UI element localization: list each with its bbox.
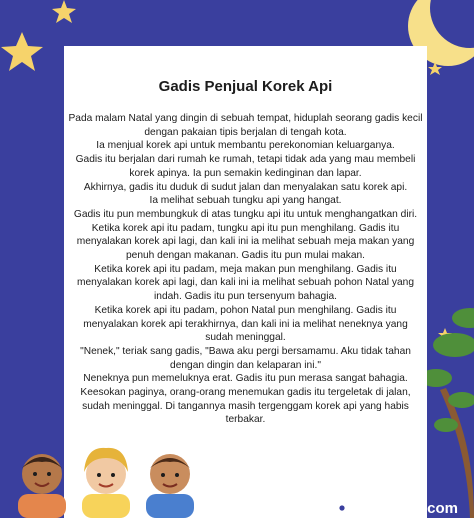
story-paragraph: "Nenek," teriak sang gadis, "Bawa aku pergi bersamamu. Aku tidak tahan dengan dingin dan kelaparan ini." — [80, 345, 411, 371]
watermark-text: rumah123.com — [352, 500, 458, 517]
story-title: Gadis Penjual Korek Api — [158, 78, 333, 95]
story-paragraph: Pada malam Natal yang dingin di sebuah tempat, hiduplah seorang gadis kecil dengan pakaian tipis berjalan di tengah kota. — [68, 113, 423, 138]
story-paragraph: Akhirnya, gadis itu duduk di sudut jalan dan menyalakan satu korek api. — [83, 181, 408, 193]
story-paragraph: Ia melihat sebuah tungku api yang hangat. — [149, 195, 342, 207]
story-paragraph: Gadis itu pun membungkuk di atas tungku api itu untuk menghangatkan diri. — [73, 208, 418, 220]
story-paragraph: Neneknya pun memeluknya erat. Gadis itu pun merasa sangat bahagia. — [83, 373, 408, 385]
story-paragraph: Gadis itu berjalan dari rumah ke rumah, tetapi tidak ada yang mau membeli korek apinya. Ia pun semakin kedinginan dan lapar. — [75, 154, 416, 179]
story-paragraph: Ketika korek api itu padam, pohon Natal pun menghilang. Gadis itu menyalakan korek api terakhirnya, dan kali ini ia melihat neneknya yang sudah meninggal. — [83, 304, 408, 344]
story-paragraph: Ia menjual korek api untuk membantu perekonomian keluarganya. — [96, 140, 395, 152]
children-illustration — [0, 438, 200, 518]
story-paragraph: Ketika korek api itu padam, tungku api itu pun menghilang. Gadis itu menyalakan korek api lagi, dan kali ini ia melihat sebuah meja makan yang penuh dengan makanan. Gadis itu pun mulai makan. — [76, 222, 415, 262]
story-body — [64, 112, 427, 427]
location-pin-icon — [335, 501, 349, 517]
watermark — [335, 500, 458, 517]
story-paragraph: Keesokan paginya, orang-orang menemukan gadis itu tergeletak di jalan, sudah meninggal. Di tangannya masih tergenggam korek api yang habis terbakar. — [80, 387, 411, 426]
story-paragraph: Ketika korek api itu padam, meja makan pun menghilang. Gadis itu menyalakan korek api lagi, dan kali ini ia melihat sebuah pohon Natal yang indah. Gadis itu pun tersenyum bahagia. — [77, 263, 414, 303]
